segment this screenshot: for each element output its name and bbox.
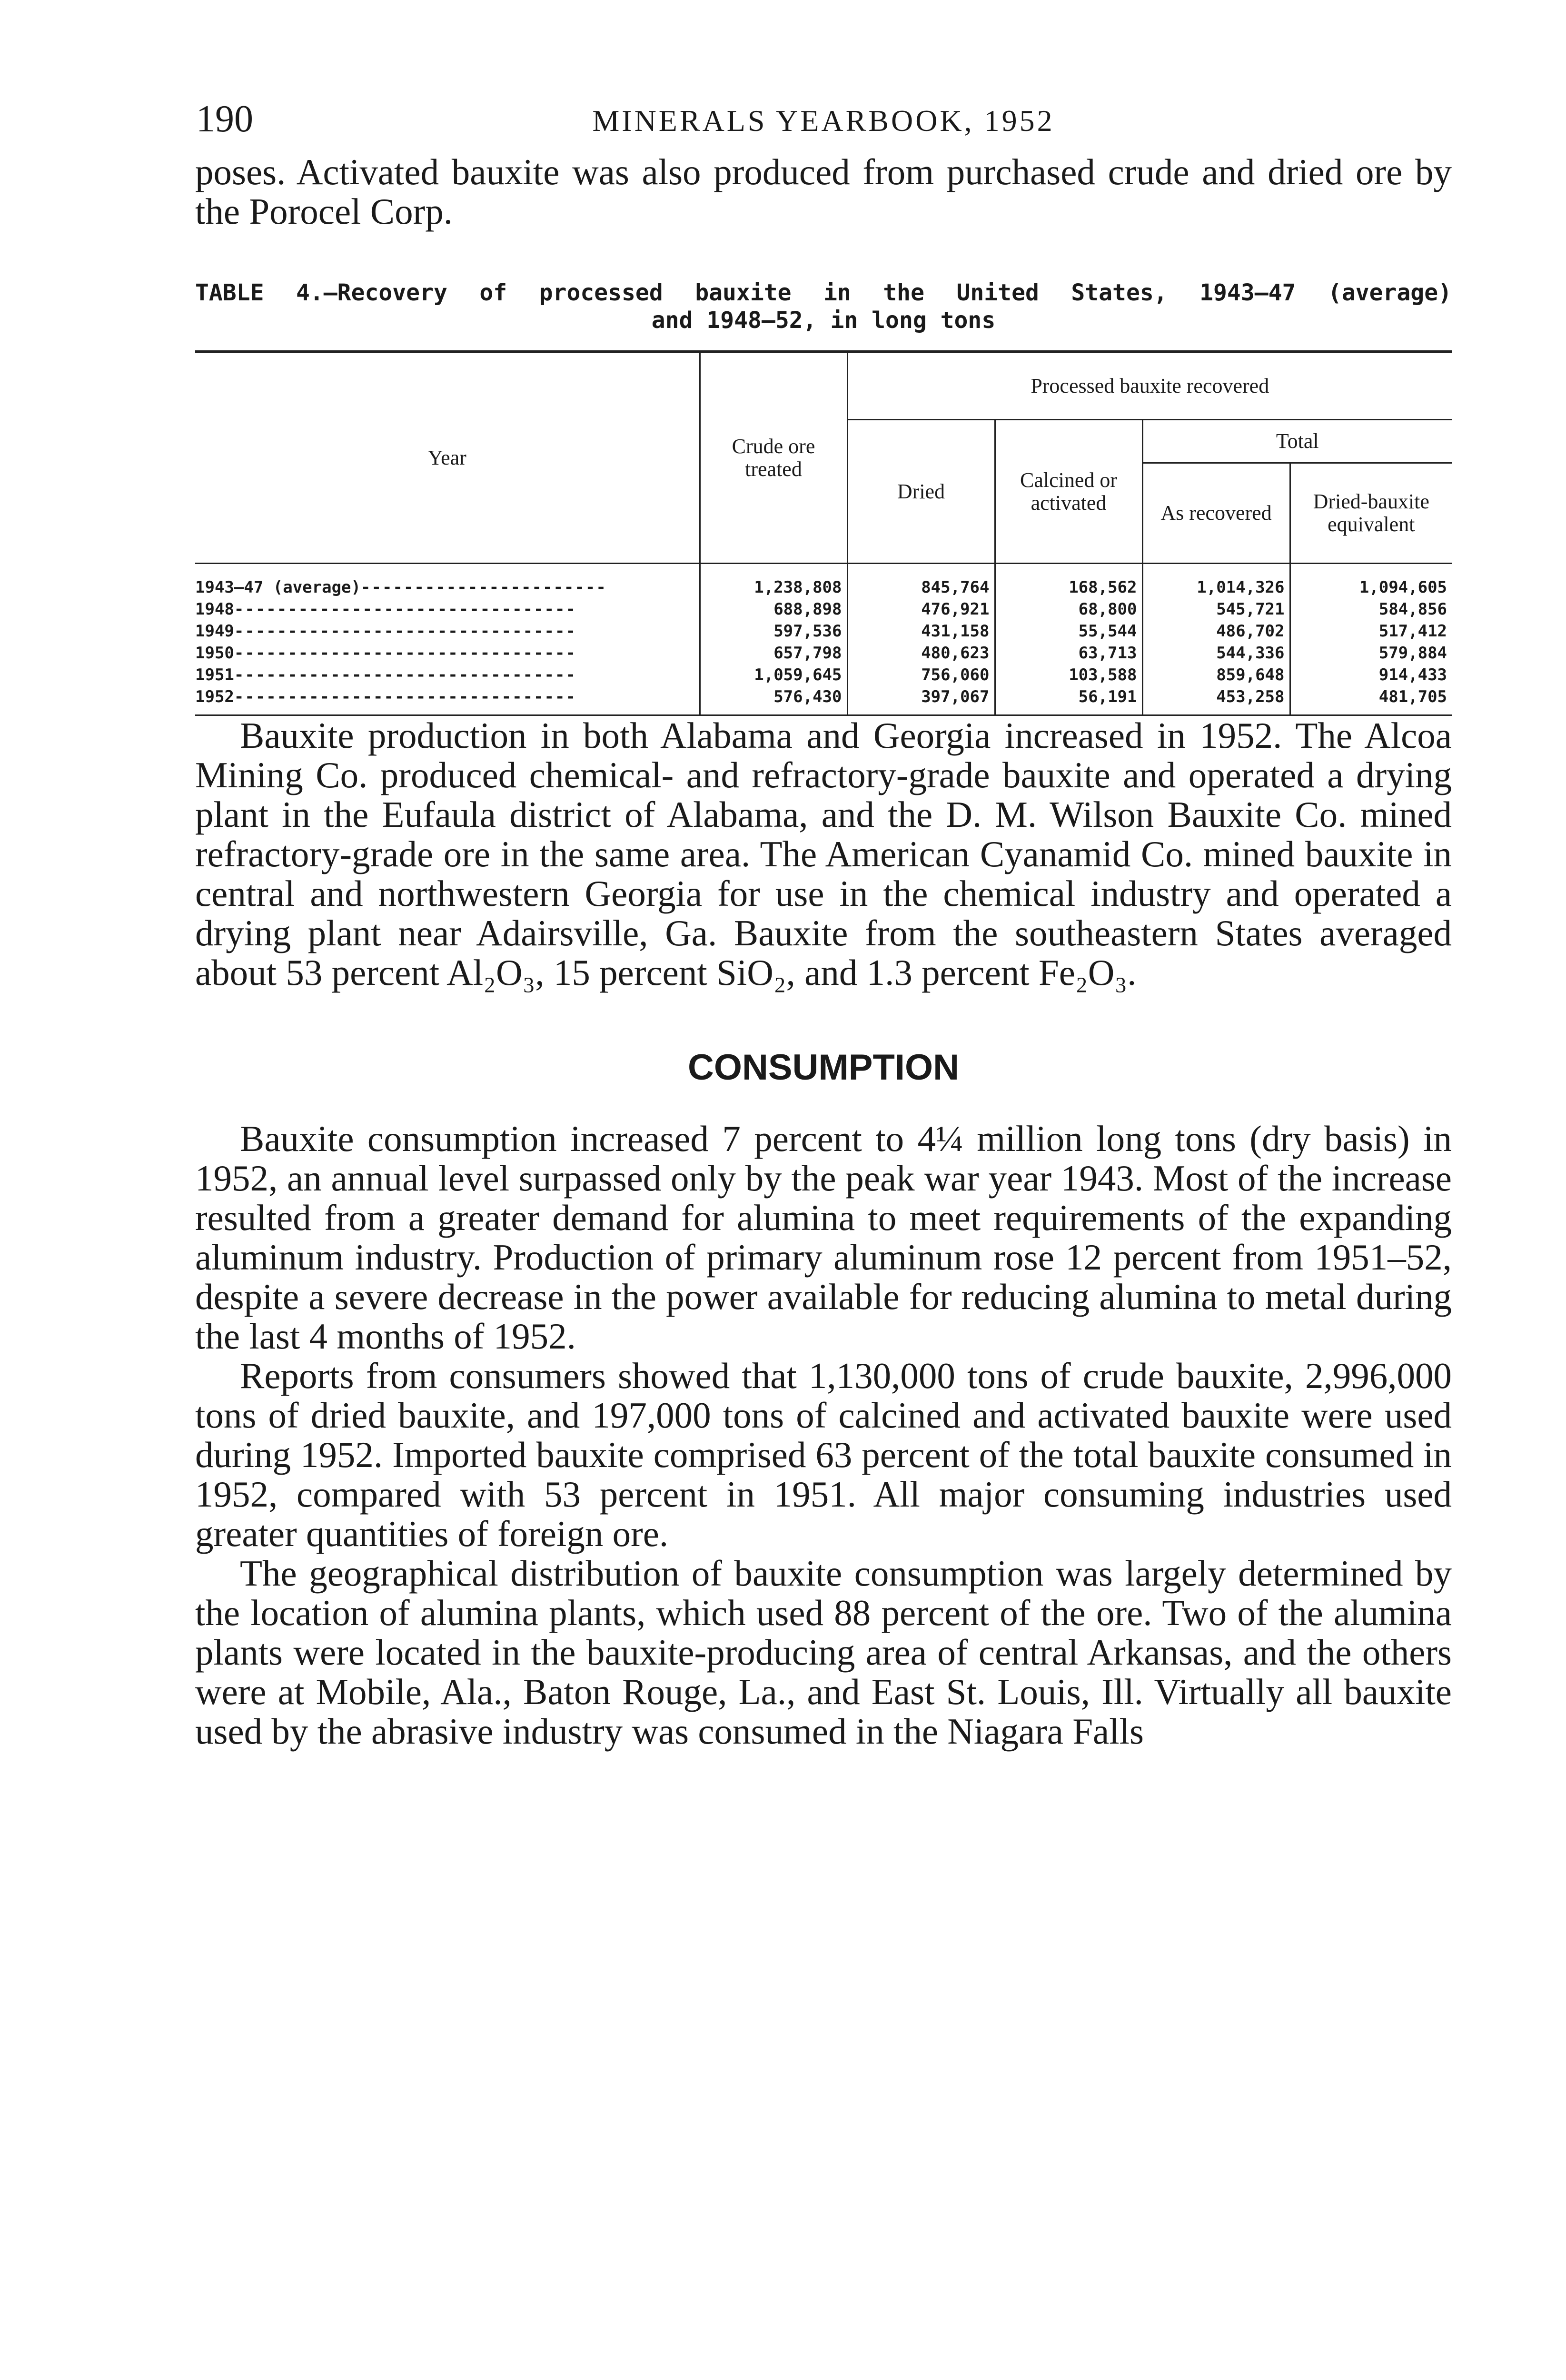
cell-year bbox=[195, 686, 700, 715]
header-as-recovered: As recovered bbox=[1142, 463, 1290, 564]
header-crude-ore-treated: Crude ore treated bbox=[700, 352, 847, 564]
cell-crude-ore: 688,898 bbox=[700, 598, 847, 620]
cell-calcined: 63,713 bbox=[995, 642, 1142, 664]
cell-calcined: 68,800 bbox=[995, 598, 1142, 620]
cell-year bbox=[195, 598, 700, 620]
table-row bbox=[195, 686, 1452, 715]
production-paragraph: Bauxite production in both Alabama and Georgia increased in 1952. The Alcoa Mining Co. produced chemical- and refractory-grade bauxite and operated a drying plant in the Eufaula district of Alabama, and the D. M. Wilson Bauxite Co. mined refractory-grade ore in the same area. The American Cyanamid Co. mined bauxite in central and northwestern Georgia for use in the chemical industry and operated a drying plant near Adairsville, Ga. Bauxite from the southeastern States averaged about 53 percent Al₂O₃, 15 percent SiO₂, and 1.3 percent Fe₂O₃. bbox=[195, 715, 1452, 993]
consumption-paragraph-1: Bauxite consumption increased 7 percent to 4¼ million long tons (dry basis) in 1952, an annual level surpassed only by the peak war year 1943. Most of the increase resulted from a greater demand for alumina to meet requirements of the expanding aluminum industry. Production of primary aluminum rose 12 percent from 1951–52, despite a severe decrease in the power available for reducing alumina to metal during the last 4 months of 1952. bbox=[195, 1118, 1452, 1357]
cell-as-recovered: 545,721 bbox=[1142, 598, 1290, 620]
cell-calcined: 168,562 bbox=[995, 564, 1142, 599]
cell-dried-equivalent: 579,884 bbox=[1290, 642, 1452, 664]
cell-year bbox=[195, 620, 700, 642]
cell-year bbox=[195, 642, 700, 664]
cell-calcined: 103,588 bbox=[995, 664, 1142, 686]
dot-leader: ----------------------- bbox=[361, 578, 607, 597]
document-page bbox=[195, 100, 1452, 1751]
table-caption bbox=[195, 279, 1452, 334]
cell-dried-equivalent: 1,094,605 bbox=[1290, 564, 1452, 599]
cell-as-recovered: 544,336 bbox=[1142, 642, 1290, 664]
year-label: 1952 bbox=[195, 687, 234, 706]
running-header bbox=[195, 100, 1452, 152]
cell-as-recovered: 859,648 bbox=[1142, 664, 1290, 686]
year-label: 1943–47 (average) bbox=[195, 578, 361, 597]
cell-dried: 480,623 bbox=[847, 642, 995, 664]
cell-crude-ore: 1,238,808 bbox=[700, 564, 847, 599]
year-label: 1948 bbox=[195, 600, 234, 619]
cell-as-recovered: 453,258 bbox=[1142, 686, 1290, 715]
dot-leader: -------------------------------- bbox=[234, 665, 576, 684]
cell-dried: 845,764 bbox=[847, 564, 995, 599]
cell-dried: 397,067 bbox=[847, 686, 995, 715]
running-title: MINERALS YEARBOOK, 1952 bbox=[592, 104, 1055, 138]
header-dried-bauxite-equivalent: Dried-bauxite equivalent bbox=[1290, 463, 1452, 564]
cell-dried: 756,060 bbox=[847, 664, 995, 686]
year-label: 1951 bbox=[195, 665, 234, 684]
header-dried: Dried bbox=[847, 420, 995, 564]
cell-crude-ore: 597,536 bbox=[700, 620, 847, 642]
table-row bbox=[195, 642, 1452, 664]
table-row bbox=[195, 598, 1452, 620]
dot-leader: -------------------------------- bbox=[234, 622, 576, 641]
table-row bbox=[195, 664, 1452, 686]
table-caption-line-2: and 1948–52, in long tons bbox=[651, 307, 996, 334]
cell-dried-equivalent: 481,705 bbox=[1290, 686, 1452, 715]
cell-calcined: 56,191 bbox=[995, 686, 1142, 715]
table-header-row-1 bbox=[195, 352, 1452, 420]
dot-leader: -------------------------------- bbox=[234, 644, 576, 663]
recovery-table-wrapper bbox=[195, 350, 1452, 716]
header-processed-bauxite-recovered: Processed bauxite recovered bbox=[847, 352, 1452, 420]
table-row bbox=[195, 564, 1452, 599]
section-heading-consumption: CONSUMPTION bbox=[688, 1047, 959, 1088]
header-total: Total bbox=[1142, 420, 1452, 463]
cell-year bbox=[195, 564, 700, 599]
cell-crude-ore: 1,059,645 bbox=[700, 664, 847, 686]
header-year: Year bbox=[195, 352, 700, 564]
cell-dried: 476,921 bbox=[847, 598, 995, 620]
dot-leader: -------------------------------- bbox=[234, 687, 576, 706]
cell-crude-ore: 657,798 bbox=[700, 642, 847, 664]
cell-as-recovered: 486,702 bbox=[1142, 620, 1290, 642]
year-label: 1950 bbox=[195, 644, 234, 663]
intro-paragraph: poses. Activated bauxite was also produced from purchased crude and dried ore by the Porocel Corp. bbox=[195, 151, 1452, 232]
cell-year bbox=[195, 664, 700, 686]
table-caption-line-1: TABLE 4.—Recovery of processed bauxite in the United States, 1943–47 (average) bbox=[195, 279, 1452, 306]
year-label: 1949 bbox=[195, 622, 234, 641]
cell-dried: 431,158 bbox=[847, 620, 995, 642]
cell-dried-equivalent: 914,433 bbox=[1290, 664, 1452, 686]
consumption-paragraph-2: Reports from consumers showed that 1,130,000 tons of crude bauxite, 2,996,000 tons of dried bauxite, and 197,000 tons of calcined and activated bauxite were used during 1952. Imported bauxite comprised 63 percent of the total bauxite consumed in 1952, compared with 53 percent in 1951. All major consuming industries used greater quantities of foreign ore. bbox=[195, 1355, 1452, 1554]
cell-dried-equivalent: 584,856 bbox=[1290, 598, 1452, 620]
cell-as-recovered: 1,014,326 bbox=[1142, 564, 1290, 599]
cell-dried-equivalent: 517,412 bbox=[1290, 620, 1452, 642]
header-calcined-or-activated: Calcined or activated bbox=[995, 420, 1142, 564]
consumption-paragraph-3: The geographical distribution of bauxite consumption was largely determined by the location of alumina plants, which used 88 percent of the ore. Two of the alumina plants were located in the bauxite-producing area of central Arkansas, and the others were at Mobile, Ala., Baton Rouge, La., and East St. Louis, Ill. Virtually all bauxite used by the abrasive industry was consumed in the Niagara Falls bbox=[195, 1553, 1452, 1752]
recovery-table bbox=[195, 350, 1452, 716]
dot-leader: -------------------------------- bbox=[234, 600, 576, 619]
page-number: 190 bbox=[196, 98, 253, 140]
cell-calcined: 55,544 bbox=[995, 620, 1142, 642]
cell-crude-ore: 576,430 bbox=[700, 686, 847, 715]
table-row bbox=[195, 620, 1452, 642]
